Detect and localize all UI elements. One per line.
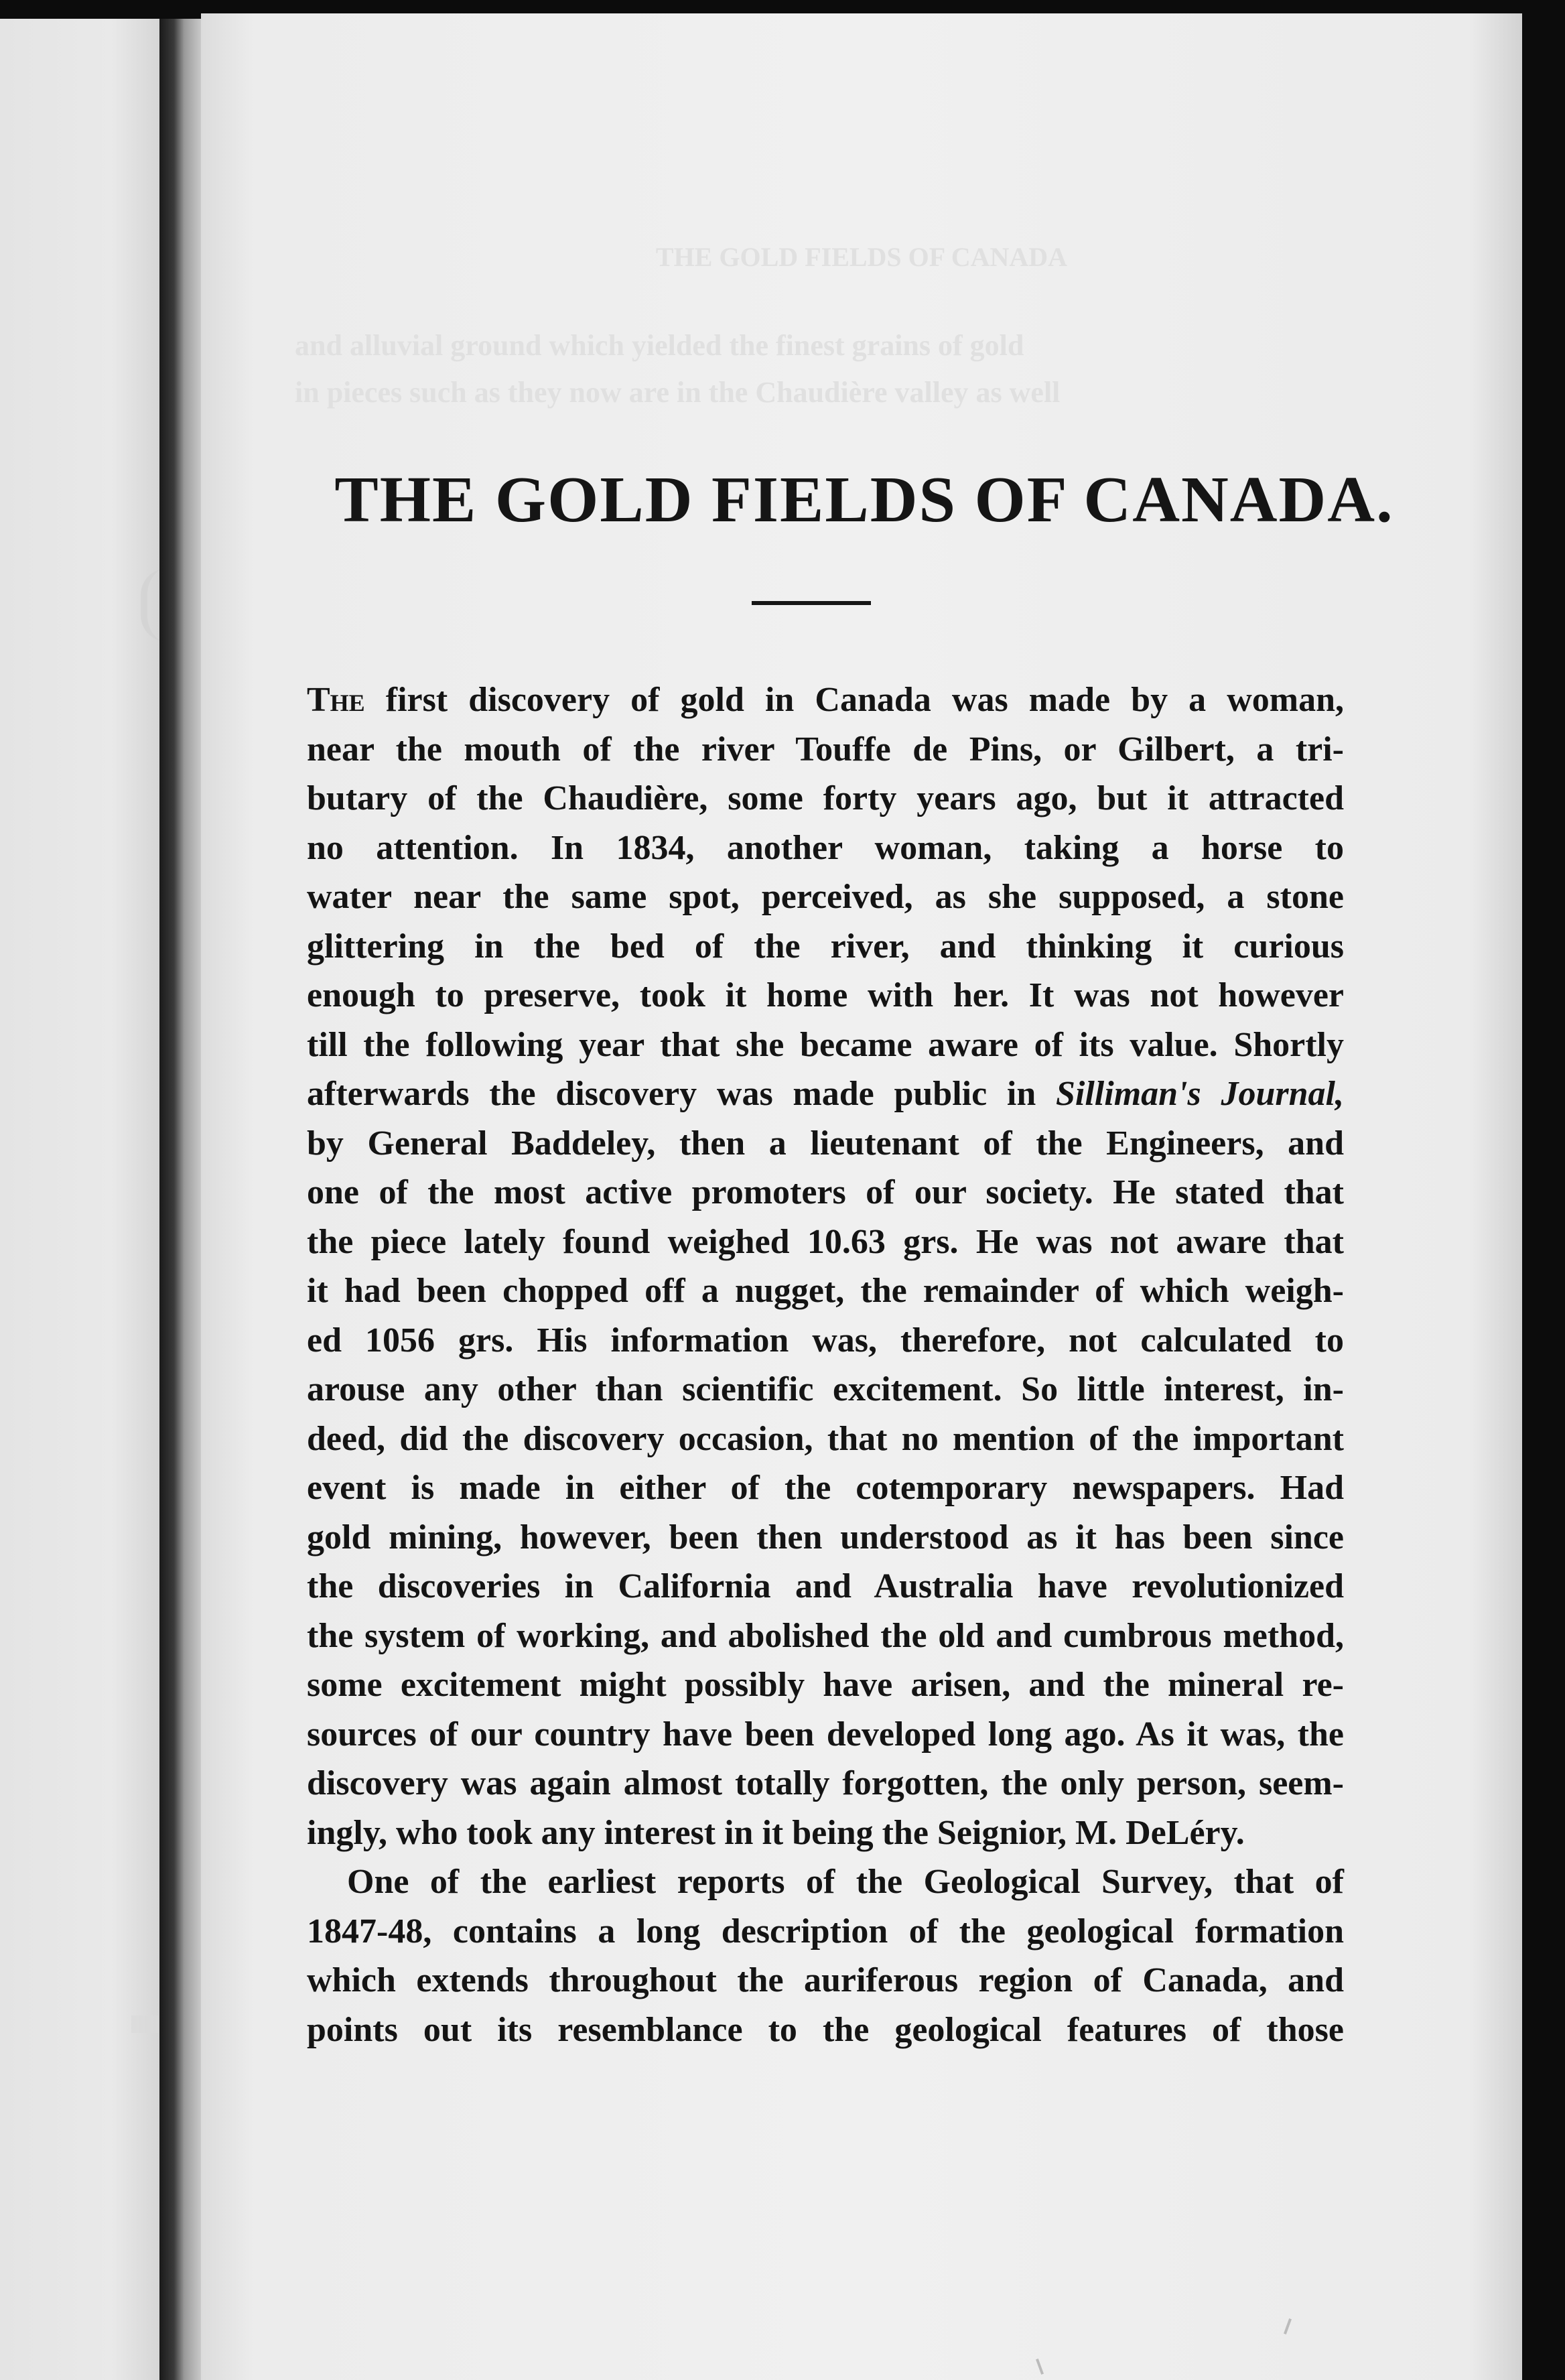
text-line: event is made in either of the cotemporary newspapers. Had — [307, 1469, 1344, 1507]
text-line: which extends throughout the auriferous region of Canada, and — [307, 1961, 1344, 1999]
scan-top-border — [0, 0, 1565, 13]
scan-speck — [1284, 2318, 1292, 2334]
text-line-content: afterwards the discovery was made public in — [307, 1075, 1056, 1113]
text-line: sources of our country have been developed long ago. As it was, the — [307, 1715, 1344, 1754]
text-line: by General Baddeley, then a lieutenant of the Engineers, and — [307, 1124, 1344, 1163]
text-line — [307, 675, 1344, 725]
text-line: deed, did the discovery occasion, that no mention of the important — [307, 1419, 1344, 1458]
text-line — [307, 1069, 1344, 1119]
text-line: the piece lately found weighed 10.63 grs. He was not aware that — [307, 1222, 1344, 1261]
text-line: till the following year that she became aware of its value. Shortly — [307, 1025, 1344, 1064]
show-through-text: in pieces such as they now are in the Chaudière valley as well — [295, 376, 1061, 409]
text-line: butary of the Chaudière, some forty years ago, but it attracted — [307, 779, 1344, 817]
text-line: gold mining, however, been then understood as it has been since — [307, 1518, 1344, 1557]
body-text — [307, 675, 1344, 2054]
book-gutter — [159, 19, 201, 2380]
text-line: ed 1056 grs. His information was, therefore, not calculated to — [307, 1321, 1344, 1360]
text-line: 1847-48, contains a long description of the geological formation — [307, 1912, 1344, 1951]
text-line: the system of working, and abolished the old and cumbrous method, — [307, 1616, 1344, 1655]
text-line: enough to preserve, took it home with her. It was not however — [307, 976, 1344, 1014]
text-line-content: first discovery of gold in Canada was made by a woman, — [364, 681, 1344, 719]
text-line: glittering in the bed of the river, and thinking it curious — [307, 927, 1344, 966]
text-line: ingly, who took any interest in it being the Seignior, M. DeLéry. — [307, 1813, 1245, 1852]
show-through-text: and alluvial ground which yielded the finest grains of gold — [295, 329, 1024, 362]
scan-speck — [1036, 2359, 1044, 2375]
book-page — [201, 13, 1522, 2380]
show-through-text: THE GOLD FIELDS OF CANADA — [655, 242, 1068, 272]
facing-page-bleed-mark — [131, 2015, 158, 2033]
page-title: THE GOLD FIELDS OF CANADA. — [334, 464, 1394, 536]
text-line: one of the most active promoters of our society. He stated that — [307, 1173, 1344, 1211]
journal-title: Silliman's Journal, — [1055, 1075, 1344, 1113]
text-line: One of the earliest reports of the Geological Survey, that of — [347, 1863, 1344, 1901]
text-line: near the mouth of the river Touffe de Pins, or Gilbert, a tri- — [307, 730, 1344, 769]
lead-word: The — [307, 681, 365, 719]
text-line: no attention. In 1834, another woman, taking a horse to — [307, 828, 1344, 867]
text-line: it had been chopped off a nugget, the remainder of which weigh- — [307, 1272, 1344, 1310]
title-rule — [752, 601, 871, 605]
facing-page-left — [0, 19, 159, 2380]
text-line: some excitement might possibly have arisen, and the mineral re- — [307, 1666, 1344, 1704]
text-line: the discoveries in California and Australia have revolutionized — [307, 1567, 1344, 1605]
text-line: arouse any other than scientific excitement. So little interest, in- — [307, 1370, 1344, 1408]
text-line: water near the same spot, perceived, as she supposed, a stone — [307, 878, 1344, 916]
text-line: discovery was again almost totally forgotten, the only person, seem- — [307, 1764, 1344, 1802]
text-line: points out its resemblance to the geological features of those — [307, 2010, 1344, 2049]
scan-right-border — [1522, 0, 1565, 2380]
